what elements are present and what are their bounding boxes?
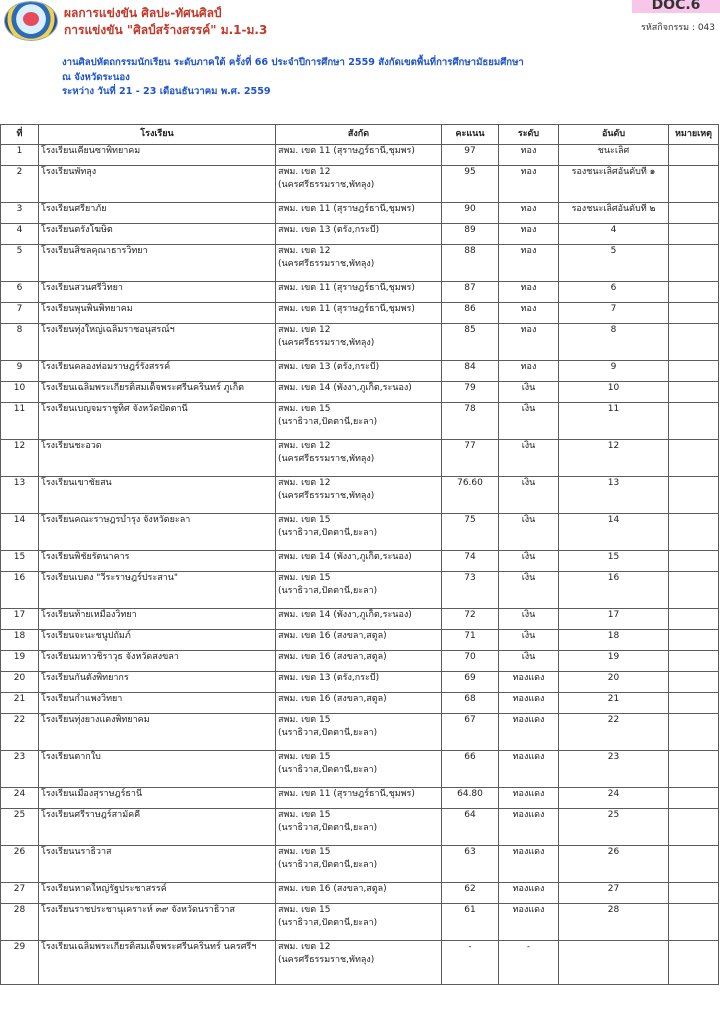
cell-affiliation	[276, 282, 442, 303]
table-row	[1, 203, 719, 224]
affiliation-line-1: สพม. เขต 15	[278, 810, 331, 820]
affiliation-line-1: สพม. เขต 11 (สุราษฎร์ธานี,ชุมพร)	[278, 204, 415, 214]
cell-score: 78	[442, 403, 499, 440]
cell-row-number: 6	[1, 282, 39, 303]
cell-affiliation	[276, 440, 442, 477]
header-cell-affiliation: สังกัด	[276, 125, 442, 145]
table-row	[1, 145, 719, 166]
table-row	[1, 809, 719, 846]
cell-award-level: -	[499, 941, 559, 985]
cell-rank: 21	[559, 693, 669, 714]
cell-school-name: โรงเรียนศรียาภัย	[39, 203, 276, 224]
cell-row-number: 8	[1, 324, 39, 361]
cell-note	[669, 693, 719, 714]
cell-affiliation	[276, 714, 442, 751]
table-row	[1, 883, 719, 904]
cell-affiliation	[276, 751, 442, 788]
table-row	[1, 477, 719, 514]
affiliation-line-1: สพม. เขต 16 (สงขลา,สตูล)	[278, 884, 387, 894]
affiliation-line-1: สพม. เขต 11 (สุราษฎร์ธานี,ชุมพร)	[278, 789, 415, 799]
cell-score: 71	[442, 630, 499, 651]
affiliation-line-1: สพม. เขต 14 (พังงา,ภูเก็ต,ระนอง)	[278, 610, 412, 620]
header-cell-no: ที่	[1, 125, 39, 145]
cell-award-level: ทอง	[499, 166, 559, 203]
cell-row-number: 2	[1, 166, 39, 203]
cell-rank: 19	[559, 651, 669, 672]
cell-note	[669, 477, 719, 514]
cell-award-level: ทองแดง	[499, 693, 559, 714]
affiliation-line-2: (นราธิวาส,ปัตตานี,ยะลา)	[278, 585, 378, 596]
cell-note	[669, 403, 719, 440]
cell-award-level: ทองแดง	[499, 714, 559, 751]
affiliation-line-2: (นราธิวาส,ปัตตานี,ยะลา)	[278, 727, 378, 738]
table-row	[1, 166, 719, 203]
cell-row-number: 11	[1, 403, 39, 440]
affiliation-line-1: สพม. เขต 15	[278, 573, 331, 583]
cell-affiliation	[276, 514, 442, 551]
table-row	[1, 714, 719, 751]
affiliation-line-2: (นครศรีธรรมราช,พัทลุง)	[278, 337, 375, 348]
cell-school-name: โรงเรียนศรีราษฎร์สามัคคี	[39, 809, 276, 846]
event-subtitle	[62, 56, 662, 100]
cell-school-name: โรงเรียนชะอวด	[39, 440, 276, 477]
cell-row-number: 18	[1, 630, 39, 651]
subtitle-line-1: งานศิลปหัตถกรรมนักเรียน ระดับภาคใต้ ครั้งที่ 66 ประจำปีการศึกษา 2559 สังกัดเขตพื้นที่การศึกษามัธยมศึกษา	[62, 57, 524, 68]
cell-award-level: เงิน	[499, 551, 559, 572]
cell-score: 64	[442, 809, 499, 846]
cell-affiliation	[276, 630, 442, 651]
cell-school-name: โรงเรียนพัทลุง	[39, 166, 276, 203]
table-row	[1, 324, 719, 361]
cell-score: 85	[442, 324, 499, 361]
cell-score: 73	[442, 572, 499, 609]
cell-affiliation	[276, 551, 442, 572]
cell-award-level: เงิน	[499, 651, 559, 672]
cell-affiliation	[276, 224, 442, 245]
cell-school-name: โรงเรียนหาดใหญ่รัฐประชาสรรค์	[39, 883, 276, 904]
cell-award-level: เงิน	[499, 514, 559, 551]
cell-row-number: 3	[1, 203, 39, 224]
cell-row-number: 25	[1, 809, 39, 846]
table-row	[1, 440, 719, 477]
cell-affiliation	[276, 324, 442, 361]
affiliation-line-2: (นราธิวาส,ปัตตานี,ยะลา)	[278, 859, 378, 870]
cell-score: 62	[442, 883, 499, 904]
affiliation-line-1: สพม. เขต 16 (สงขลา,สตูล)	[278, 694, 387, 704]
cell-rank: 23	[559, 751, 669, 788]
cell-note	[669, 551, 719, 572]
cell-score: 97	[442, 145, 499, 166]
cell-note	[669, 282, 719, 303]
cell-award-level: เงิน	[499, 609, 559, 630]
cell-rank: 17	[559, 609, 669, 630]
cell-note	[669, 672, 719, 693]
header-cell-level: ระดับ	[499, 125, 559, 145]
cell-affiliation	[276, 651, 442, 672]
cell-affiliation	[276, 883, 442, 904]
cell-row-number: 26	[1, 846, 39, 883]
cell-row-number: 1	[1, 145, 39, 166]
affiliation-line-1: สพม. เขต 12	[278, 246, 331, 256]
header-cell-rank: อันดับ	[559, 125, 669, 145]
cell-score: 89	[442, 224, 499, 245]
cell-row-number: 10	[1, 382, 39, 403]
cell-note	[669, 440, 719, 477]
cell-award-level: ทอง	[499, 303, 559, 324]
cell-award-level: ทองแดง	[499, 904, 559, 941]
cell-note	[669, 382, 719, 403]
cell-school-name: โรงเรียนนราธิวาส	[39, 846, 276, 883]
table-row	[1, 572, 719, 609]
affiliation-line-2: (นครศรีธรรมราช,พัทลุง)	[278, 453, 375, 464]
affiliation-line-1: สพม. เขต 12	[278, 478, 331, 488]
affiliation-line-2: (นครศรีธรรมราช,พัทลุง)	[278, 179, 375, 190]
results-table	[0, 124, 719, 985]
cell-award-level: ทอง	[499, 324, 559, 361]
table-row	[1, 382, 719, 403]
cell-affiliation	[276, 145, 442, 166]
cell-award-level: ทอง	[499, 224, 559, 245]
table-row	[1, 651, 719, 672]
cell-row-number: 17	[1, 609, 39, 630]
cell-note	[669, 245, 719, 282]
cell-score: 72	[442, 609, 499, 630]
table-row	[1, 941, 719, 985]
title-line-1: ผลการแข่งขัน ศิลปะ-ทัศนศิลป์	[64, 6, 222, 20]
cell-school-name: โรงเรียนเฉลิมพระเกียรติสมเด็จพระศรีนครินทร์ ภูเก็ต	[39, 382, 276, 403]
cell-school-name: โรงเรียนสวนศรีวิทยา	[39, 282, 276, 303]
cell-affiliation	[276, 245, 442, 282]
affiliation-line-1: สพม. เขต 15	[278, 404, 331, 414]
cell-affiliation	[276, 941, 442, 985]
title-line-2: การแข่งขัน "ศิลป์สร้างสรรค์" ม.1-ม.3	[64, 23, 268, 37]
cell-score: 90	[442, 203, 499, 224]
cell-row-number: 12	[1, 440, 39, 477]
cell-score: 69	[442, 672, 499, 693]
table-row	[1, 672, 719, 693]
cell-rank: 4	[559, 224, 669, 245]
table-row	[1, 403, 719, 440]
cell-affiliation	[276, 788, 442, 809]
cell-row-number: 24	[1, 788, 39, 809]
cell-affiliation	[276, 572, 442, 609]
cell-row-number: 15	[1, 551, 39, 572]
logo-emblem	[23, 12, 39, 26]
cell-note	[669, 941, 719, 985]
cell-note	[669, 883, 719, 904]
cell-note	[669, 166, 719, 203]
cell-affiliation	[276, 477, 442, 514]
cell-school-name: โรงเรียนมหาวชิราวุธ จังหวัดสงขลา	[39, 651, 276, 672]
table-row	[1, 630, 719, 651]
table-row	[1, 609, 719, 630]
cell-rank: 15	[559, 551, 669, 572]
affiliation-line-1: สพม. เขต 12	[278, 325, 331, 335]
cell-note	[669, 630, 719, 651]
cell-note	[669, 145, 719, 166]
cell-rank: 13	[559, 477, 669, 514]
cell-rank: 9	[559, 361, 669, 382]
cell-award-level: เงิน	[499, 403, 559, 440]
cell-rank: รองชนะเลิศอันดับที่ ๒	[559, 203, 669, 224]
cell-note	[669, 609, 719, 630]
table-row	[1, 551, 719, 572]
affiliation-line-1: สพม. เขต 15	[278, 905, 331, 915]
cell-school-name: โรงเรียนราชประชานุเคราะห์ ๓๙ จังหวัดนราธิวาส	[39, 904, 276, 941]
cell-award-level: ทองแดง	[499, 883, 559, 904]
cell-affiliation	[276, 693, 442, 714]
cell-award-level: ทอง	[499, 282, 559, 303]
cell-note	[669, 514, 719, 551]
cell-award-level: ทองแดง	[499, 846, 559, 883]
affiliation-line-1: สพม. เขต 16 (สงขลา,สตูล)	[278, 652, 387, 662]
cell-score: 66	[442, 751, 499, 788]
doc-code-badge: DOC.6	[632, 0, 720, 13]
cell-row-number: 19	[1, 651, 39, 672]
cell-note	[669, 809, 719, 846]
cell-rank: 22	[559, 714, 669, 751]
table-row	[1, 904, 719, 941]
affiliation-line-1: สพม. เขต 12	[278, 441, 331, 451]
cell-row-number: 5	[1, 245, 39, 282]
cell-award-level: ทอง	[499, 361, 559, 382]
subtitle-line-3: ระหว่าง วันที่ 21 - 23 เดือนธันวาคม พ.ศ. 2559	[62, 86, 271, 98]
cell-row-number: 28	[1, 904, 39, 941]
cell-affiliation	[276, 904, 442, 941]
cell-row-number: 21	[1, 693, 39, 714]
cell-score: 67	[442, 714, 499, 751]
cell-award-level: ทองแดง	[499, 788, 559, 809]
cell-affiliation	[276, 303, 442, 324]
cell-affiliation	[276, 403, 442, 440]
cell-school-name: โรงเรียนจะนะชนูปถัมภ์	[39, 630, 276, 651]
affiliation-line-2: (นราธิวาส,ปัตตานี,ยะลา)	[278, 527, 378, 538]
affiliation-line-2: (นราธิวาส,ปัตตานี,ยะลา)	[278, 416, 378, 427]
cell-school-name: โรงเรียนเบตง "วีระราษฎร์ประสาน"	[39, 572, 276, 609]
cell-school-name: โรงเรียนพุนพินพิทยาคม	[39, 303, 276, 324]
cell-award-level: ทอง	[499, 245, 559, 282]
affiliation-line-1: สพม. เขต 12	[278, 942, 331, 952]
cell-row-number: 29	[1, 941, 39, 985]
cell-note	[669, 303, 719, 324]
cell-award-level: เงิน	[499, 440, 559, 477]
cell-score: 70	[442, 651, 499, 672]
cell-school-name: โรงเรียนกันตังพิทยากร	[39, 672, 276, 693]
cell-school-name: โรงเรียนกำแพงวิทยา	[39, 693, 276, 714]
affiliation-line-1: สพม. เขต 11 (สุราษฎร์ธานี,ชุมพร)	[278, 146, 415, 156]
cell-school-name: โรงเรียนเมืองสุราษฎร์ธานี	[39, 788, 276, 809]
table-row	[1, 224, 719, 245]
cell-score: 95	[442, 166, 499, 203]
affiliation-line-1: สพม. เขต 13 (ตรัง,กระบี่)	[278, 225, 380, 235]
cell-rank: 26	[559, 846, 669, 883]
cell-score: 68	[442, 693, 499, 714]
affiliation-line-1: สพม. เขต 15	[278, 847, 331, 857]
cell-school-name: โรงเรียนเคียนซาพิทยาคม	[39, 145, 276, 166]
cell-school-name: โรงเรียนสิชลคุณาธารวิทยา	[39, 245, 276, 282]
cell-score: 88	[442, 245, 499, 282]
affiliation-line-1: สพม. เขต 11 (สุราษฎร์ธานี,ชุมพร)	[278, 304, 415, 314]
cell-rank: 12	[559, 440, 669, 477]
cell-rank	[559, 941, 669, 985]
cell-score: 87	[442, 282, 499, 303]
table-row	[1, 514, 719, 551]
cell-award-level: เงิน	[499, 572, 559, 609]
cell-rank: 24	[559, 788, 669, 809]
affiliation-line-2: (นราธิวาส,ปัตตานี,ยะลา)	[278, 764, 378, 775]
cell-award-level: ทอง	[499, 145, 559, 166]
cell-row-number: 22	[1, 714, 39, 751]
cell-note	[669, 203, 719, 224]
activity-code: รหัสกิจกรรม : 043	[641, 23, 715, 33]
cell-school-name: โรงเรียนตรังโฆษิต	[39, 224, 276, 245]
cell-score: -	[442, 941, 499, 985]
cell-award-level: เงิน	[499, 630, 559, 651]
cell-award-level: ทองแดง	[499, 751, 559, 788]
cell-rank: 10	[559, 382, 669, 403]
cell-score: 64.80	[442, 788, 499, 809]
cell-rank: 8	[559, 324, 669, 361]
cell-rank: 27	[559, 883, 669, 904]
cell-note	[669, 788, 719, 809]
table-row	[1, 361, 719, 382]
subtitle-line-2: ณ จังหวัดระนอง	[62, 71, 130, 83]
cell-note	[669, 846, 719, 883]
cell-rank: 25	[559, 809, 669, 846]
cell-affiliation	[276, 809, 442, 846]
affiliation-line-1: สพม. เขต 15	[278, 752, 331, 762]
cell-school-name: โรงเรียนทุ่งยางแดงพิทยาคม	[39, 714, 276, 751]
cell-rank: ชนะเลิศ	[559, 145, 669, 166]
cell-score: 63	[442, 846, 499, 883]
cell-row-number: 7	[1, 303, 39, 324]
cell-row-number: 9	[1, 361, 39, 382]
affiliation-line-2: (นราธิวาส,ปัตตานี,ยะลา)	[278, 917, 378, 928]
table-row	[1, 751, 719, 788]
cell-award-level: ทองแดง	[499, 672, 559, 693]
cell-school-name: โรงเรียนตากใบ	[39, 751, 276, 788]
affiliation-line-2: (นราธิวาส,ปัตตานี,ยะลา)	[278, 822, 378, 833]
affiliation-line-2: (นครศรีธรรมราช,พัทลุง)	[278, 490, 375, 501]
cell-rank: 28	[559, 904, 669, 941]
organization-logo	[5, 2, 57, 40]
affiliation-line-1: สพม. เขต 12	[278, 167, 331, 177]
document-title	[64, 5, 267, 39]
cell-rank: 18	[559, 630, 669, 651]
header-cell-note: หมายเหตุ	[669, 125, 719, 145]
cell-score: 77	[442, 440, 499, 477]
table-row	[1, 245, 719, 282]
cell-affiliation	[276, 382, 442, 403]
cell-row-number: 13	[1, 477, 39, 514]
cell-affiliation	[276, 846, 442, 883]
cell-rank: 14	[559, 514, 669, 551]
cell-school-name: โรงเรียนเบญจมราชูทิศ จังหวัดปัตตานี	[39, 403, 276, 440]
cell-note	[669, 572, 719, 609]
cell-affiliation	[276, 672, 442, 693]
cell-score: 61	[442, 904, 499, 941]
cell-score: 86	[442, 303, 499, 324]
cell-rank: 11	[559, 403, 669, 440]
cell-award-level: เงิน	[499, 382, 559, 403]
affiliation-line-1: สพม. เขต 14 (พังงา,ภูเก็ต,ระนอง)	[278, 552, 412, 562]
cell-rank: 5	[559, 245, 669, 282]
cell-rank: 20	[559, 672, 669, 693]
cell-score: 76.60	[442, 477, 499, 514]
affiliation-line-1: สพม. เขต 15	[278, 515, 331, 525]
cell-row-number: 27	[1, 883, 39, 904]
affiliation-line-1: สพม. เขต 14 (พังงา,ภูเก็ต,ระนอง)	[278, 383, 412, 393]
cell-note	[669, 751, 719, 788]
cell-school-name: โรงเรียนคณะราษฎรบำรุง จังหวัดยะลา	[39, 514, 276, 551]
cell-note	[669, 324, 719, 361]
cell-note	[669, 904, 719, 941]
cell-school-name: โรงเรียนท้ายเหมืองวิทยา	[39, 609, 276, 630]
cell-note	[669, 651, 719, 672]
header-cell-score: คะแนน	[442, 125, 499, 145]
affiliation-line-2: (นครศรีธรรมราช,พัทลุง)	[278, 954, 375, 965]
cell-score: 74	[442, 551, 499, 572]
cell-row-number: 23	[1, 751, 39, 788]
table-row	[1, 846, 719, 883]
cell-note	[669, 714, 719, 751]
cell-school-name: โรงเรียนเฉลิมพระเกียรติสมเด็จพระศรีนครินทร์ นครศรีฯ	[39, 941, 276, 985]
cell-affiliation	[276, 361, 442, 382]
affiliation-line-2: (นครศรีธรรมราช,พัทลุง)	[278, 258, 375, 269]
table-row	[1, 282, 719, 303]
cell-award-level: เงิน	[499, 477, 559, 514]
cell-row-number: 14	[1, 514, 39, 551]
cell-note	[669, 224, 719, 245]
cell-school-name: โรงเรียนพิชัยรัตนาคาร	[39, 551, 276, 572]
cell-note	[669, 361, 719, 382]
table-row	[1, 788, 719, 809]
cell-rank: 6	[559, 282, 669, 303]
header-row	[1, 125, 719, 145]
affiliation-line-1: สพม. เขต 13 (ตรัง,กระบี่)	[278, 362, 380, 372]
cell-rank: 7	[559, 303, 669, 324]
cell-row-number: 20	[1, 672, 39, 693]
cell-score: 84	[442, 361, 499, 382]
header-cell-school: โรงเรียน	[39, 125, 276, 145]
cell-school-name: โรงเรียนคลองท่อมราษฎร์รังสรรค์	[39, 361, 276, 382]
table-row	[1, 693, 719, 714]
table-row	[1, 303, 719, 324]
affiliation-line-1: สพม. เขต 11 (สุราษฎร์ธานี,ชุมพร)	[278, 283, 415, 293]
affiliation-line-1: สพม. เขต 15	[278, 715, 331, 725]
cell-rank: รองชนะเลิศอันดับที่ ๑	[559, 166, 669, 203]
cell-affiliation	[276, 166, 442, 203]
affiliation-line-1: สพม. เขต 16 (สงขลา,สตูล)	[278, 631, 387, 641]
cell-affiliation	[276, 203, 442, 224]
cell-row-number: 4	[1, 224, 39, 245]
cell-award-level: ทองแดง	[499, 809, 559, 846]
cell-school-name: โรงเรียนเขาชัยสน	[39, 477, 276, 514]
cell-row-number: 16	[1, 572, 39, 609]
cell-award-level: ทอง	[499, 203, 559, 224]
cell-school-name: โรงเรียนทุ่งใหญ่เฉลิมราชอนุสรณ์ฯ	[39, 324, 276, 361]
cell-score: 79	[442, 382, 499, 403]
cell-rank: 16	[559, 572, 669, 609]
cell-score: 75	[442, 514, 499, 551]
cell-affiliation	[276, 609, 442, 630]
affiliation-line-1: สพม. เขต 13 (ตรัง,กระบี่)	[278, 673, 380, 683]
